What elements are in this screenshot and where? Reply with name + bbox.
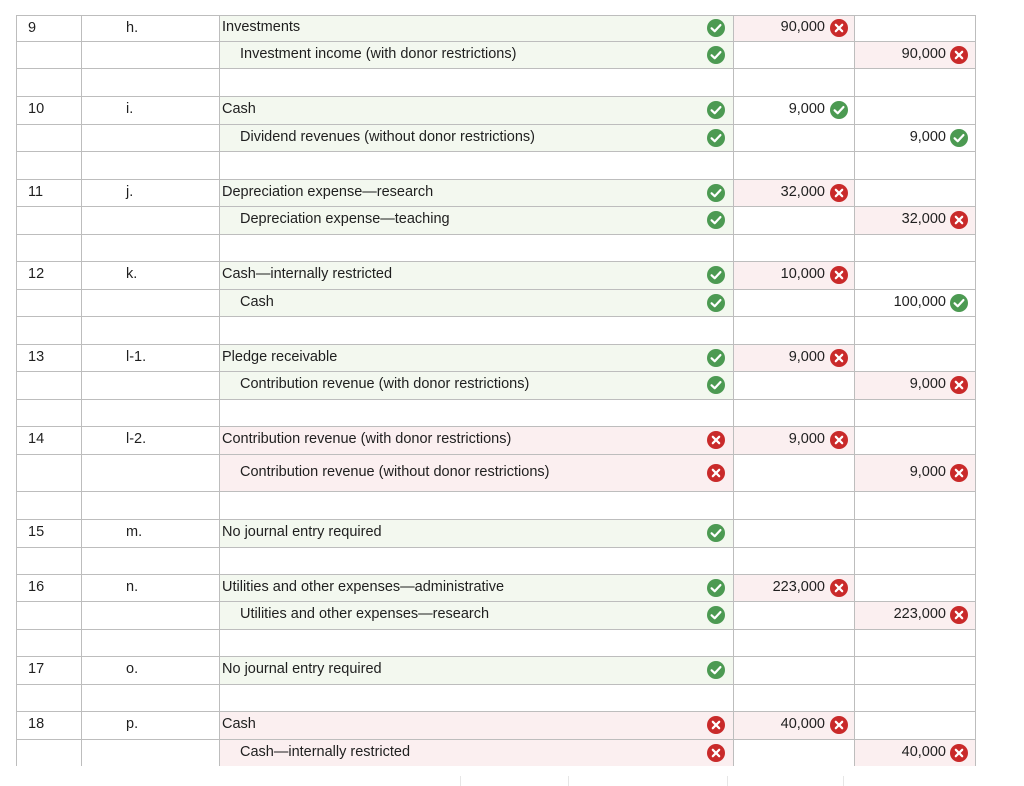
credit-amount-field[interactable]: 9,000 bbox=[909, 376, 946, 392]
transaction-ref: l-2. bbox=[126, 431, 147, 447]
entry-number: 14 bbox=[28, 431, 45, 447]
entry-number: 12 bbox=[28, 266, 45, 282]
x-circle-icon bbox=[707, 716, 725, 734]
x-circle-icon bbox=[707, 464, 725, 482]
check-circle-icon bbox=[707, 376, 725, 394]
grid-row-line bbox=[16, 124, 976, 125]
grid-column-line bbox=[733, 15, 734, 766]
check-circle-icon bbox=[707, 294, 725, 312]
debit-amount-field[interactable]: 40,000 bbox=[780, 716, 825, 732]
check-circle-icon bbox=[707, 129, 725, 147]
grid-row-line bbox=[16, 454, 976, 455]
debit-amount-field[interactable]: 32,000 bbox=[780, 184, 825, 200]
grid-row-line bbox=[16, 519, 976, 520]
credit-account-field[interactable]: Contribution revenue (with donor restrictions) bbox=[240, 376, 530, 392]
grid-column-line bbox=[81, 15, 82, 766]
grid-row-line bbox=[16, 261, 976, 262]
grid-row-line bbox=[16, 179, 976, 180]
check-circle-icon bbox=[950, 294, 968, 312]
x-circle-icon bbox=[830, 716, 848, 734]
x-circle-icon bbox=[707, 744, 725, 762]
credit-account-field[interactable]: Cash bbox=[240, 294, 274, 310]
check-circle-icon bbox=[707, 579, 725, 597]
debit-account-field[interactable]: Depreciation expense—research bbox=[222, 184, 434, 200]
x-circle-icon bbox=[950, 744, 968, 762]
credit-amount-field[interactable]: 223,000 bbox=[893, 606, 946, 622]
x-circle-icon bbox=[950, 211, 968, 229]
grid-row-line bbox=[16, 656, 976, 657]
grid-row-line bbox=[16, 399, 976, 400]
transaction-ref: o. bbox=[126, 661, 139, 677]
grid-column-line bbox=[975, 15, 976, 766]
grid-row-line bbox=[16, 206, 976, 207]
grid-column-line bbox=[219, 15, 220, 766]
entry-number: 13 bbox=[28, 349, 45, 365]
entry-number: 11 bbox=[28, 184, 44, 200]
debit-amount-field[interactable]: 223,000 bbox=[772, 579, 825, 595]
check-circle-icon bbox=[707, 101, 725, 119]
check-circle-icon bbox=[707, 266, 725, 284]
grid-row-line bbox=[16, 574, 976, 575]
transaction-ref: n. bbox=[126, 579, 139, 595]
credit-amount-field[interactable]: 100,000 bbox=[893, 294, 946, 310]
grid-row-line bbox=[16, 711, 976, 712]
grid-row-line bbox=[16, 684, 976, 685]
credit-account-field[interactable]: Investment income (with donor restrictions) bbox=[240, 46, 517, 62]
x-circle-icon bbox=[707, 431, 725, 449]
debit-account-field[interactable]: Cash bbox=[222, 101, 256, 117]
check-circle-icon bbox=[830, 101, 848, 119]
check-circle-icon bbox=[707, 46, 725, 64]
entry-number: 16 bbox=[28, 579, 45, 595]
entry-number: 15 bbox=[28, 524, 45, 540]
entry-number: 9 bbox=[28, 20, 37, 36]
grid-row-line bbox=[16, 41, 976, 42]
x-circle-icon bbox=[830, 184, 848, 202]
debit-account-field[interactable]: Pledge receivable bbox=[222, 349, 338, 365]
transaction-ref: l-1. bbox=[126, 349, 147, 365]
debit-amount-field[interactable]: 9,000 bbox=[788, 431, 825, 447]
check-circle-icon bbox=[950, 129, 968, 147]
grid-column-line bbox=[727, 776, 728, 786]
debit-account-field[interactable]: Cash bbox=[222, 716, 256, 732]
debit-amount-field[interactable]: 90,000 bbox=[780, 19, 825, 35]
debit-account-field[interactable]: Utilities and other expenses—administrative bbox=[222, 579, 505, 595]
debit-account-field[interactable]: No journal entry required bbox=[222, 524, 382, 540]
check-circle-icon bbox=[707, 524, 725, 542]
account-cell-highlight bbox=[219, 711, 733, 739]
check-circle-icon bbox=[707, 19, 725, 37]
credit-account-field[interactable]: Cash—internally restricted bbox=[240, 744, 411, 760]
x-circle-icon bbox=[830, 19, 848, 37]
credit-amount-field[interactable]: 40,000 bbox=[901, 744, 946, 760]
debit-amount-field[interactable]: 10,000 bbox=[780, 266, 825, 282]
x-circle-icon bbox=[830, 431, 848, 449]
grid-row-line bbox=[16, 426, 976, 427]
transaction-ref: j. bbox=[126, 184, 134, 200]
grid-column-line bbox=[16, 15, 17, 766]
account-cell-highlight bbox=[219, 96, 733, 124]
grid-column-line bbox=[460, 776, 461, 786]
entry-number: 10 bbox=[28, 101, 45, 117]
entry-number: 17 bbox=[28, 661, 45, 677]
debit-account-field[interactable]: No journal entry required bbox=[222, 661, 382, 677]
credit-account-field[interactable]: Utilities and other expenses—research bbox=[240, 606, 490, 622]
x-circle-icon bbox=[950, 606, 968, 624]
credit-account-field[interactable]: Dividend revenues (without donor restrictions) bbox=[240, 129, 535, 145]
grid-row-line bbox=[16, 491, 976, 492]
transaction-ref: i. bbox=[126, 101, 134, 117]
transaction-ref: k. bbox=[126, 266, 138, 282]
grid-row-line bbox=[16, 601, 976, 602]
grid-row-line bbox=[16, 739, 976, 740]
debit-account-field[interactable]: Contribution revenue (with donor restrictions) bbox=[222, 431, 512, 447]
table-overflow-edge bbox=[0, 766, 1024, 786]
grid-row-line bbox=[16, 68, 976, 69]
grid-row-line bbox=[16, 371, 976, 372]
grid-row-line bbox=[16, 289, 976, 290]
debit-amount-field[interactable]: 9,000 bbox=[788, 349, 825, 365]
debit-amount-field[interactable]: 9,000 bbox=[788, 101, 825, 117]
grid-row-line bbox=[16, 344, 976, 345]
grid-column-line bbox=[854, 15, 855, 766]
check-circle-icon bbox=[707, 211, 725, 229]
debit-account-field[interactable]: Cash—internally restricted bbox=[222, 266, 393, 282]
check-circle-icon bbox=[707, 349, 725, 367]
grid-row-line bbox=[16, 629, 976, 630]
grid-row-line bbox=[16, 151, 976, 152]
transaction-ref: h. bbox=[126, 20, 139, 36]
x-circle-icon bbox=[950, 464, 968, 482]
grid-row-line bbox=[16, 547, 976, 548]
grid-column-line bbox=[843, 776, 844, 786]
transaction-ref: p. bbox=[126, 716, 139, 732]
credit-account-field[interactable]: Depreciation expense—teaching bbox=[240, 211, 450, 227]
check-circle-icon bbox=[707, 606, 725, 624]
grid-row-line bbox=[16, 234, 976, 235]
credit-amount-field[interactable]: 9,000 bbox=[909, 464, 946, 480]
grid-row-line bbox=[16, 15, 976, 16]
x-circle-icon bbox=[830, 579, 848, 597]
x-circle-icon bbox=[950, 46, 968, 64]
credit-amount-field[interactable]: 32,000 bbox=[901, 211, 946, 227]
check-circle-icon bbox=[707, 184, 725, 202]
account-cell-highlight bbox=[219, 289, 733, 316]
entry-number: 18 bbox=[28, 716, 45, 732]
x-circle-icon bbox=[950, 376, 968, 394]
credit-account-field[interactable]: Contribution revenue (without donor restrictions) bbox=[240, 464, 550, 480]
grid-row-line bbox=[16, 96, 976, 97]
credit-amount-field[interactable]: 9,000 bbox=[909, 129, 946, 145]
credit-amount-field[interactable]: 90,000 bbox=[901, 46, 946, 62]
x-circle-icon bbox=[830, 266, 848, 284]
transaction-ref: m. bbox=[126, 524, 143, 540]
check-circle-icon bbox=[707, 661, 725, 679]
grid-column-line bbox=[568, 776, 569, 786]
x-circle-icon bbox=[830, 349, 848, 367]
debit-account-field[interactable]: Investments bbox=[222, 19, 301, 35]
grid-row-line bbox=[16, 316, 976, 317]
